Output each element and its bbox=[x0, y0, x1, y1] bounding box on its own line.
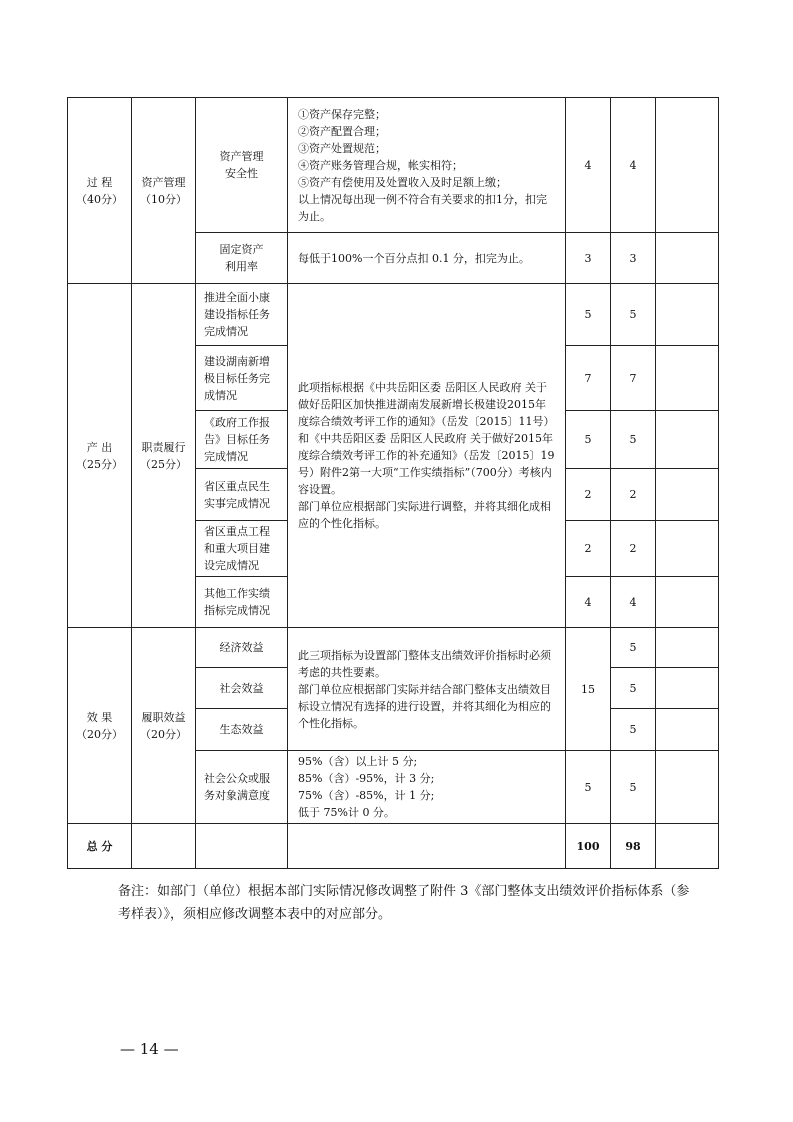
table-row bbox=[68, 98, 719, 233]
remark-cell bbox=[656, 668, 719, 709]
weight-cell: 5 bbox=[566, 284, 611, 346]
score-cell: 7 bbox=[611, 346, 656, 411]
score-cell: 5 bbox=[611, 628, 656, 668]
description-cell: 每低于100%一个百分点扣 0.1 分，扣完为止。 bbox=[288, 233, 566, 284]
indicator-cell: 社会效益 bbox=[196, 668, 288, 709]
total-label: 总 分 bbox=[68, 824, 132, 869]
indicator-cell: 经济效益 bbox=[196, 628, 288, 668]
remark-cell bbox=[656, 577, 719, 628]
score-cell: 5 bbox=[611, 709, 656, 751]
empty-cell bbox=[196, 824, 288, 869]
score-cell: 2 bbox=[611, 469, 656, 521]
remark-cell bbox=[656, 346, 719, 411]
weight-cell: 7 bbox=[566, 346, 611, 411]
description-cell: 此项指标根据《中共岳阳区委 岳阳区人民政府 关于做好岳阳区加快推进湖南发展新增长极建设2015年度综合绩效考评工作的通知》（岳发〔2015〕11号）和《中共岳阳区委 岳阳区人民政府 关于做好2015年度综合绩效考评工作的补充通知》（岳发〔2015〕19号）附件2第一大项“工作实绩指标”（700分）考核内容设置。 部门单位应根据部门实际进行调整，并将其细化成相应的个性化指标。 bbox=[288, 284, 566, 628]
evaluation-table bbox=[67, 97, 719, 869]
indicator-cell: 其他工作实绩指标完成情况 bbox=[196, 577, 288, 628]
score-cell: 4 bbox=[611, 98, 656, 233]
remark-cell bbox=[656, 628, 719, 668]
page-number: — 14 — bbox=[120, 1040, 179, 1058]
weight-cell: 4 bbox=[566, 98, 611, 233]
total-weight: 100 bbox=[566, 824, 611, 869]
weight-cell: 2 bbox=[566, 521, 611, 577]
remark-cell bbox=[656, 751, 719, 824]
total-row bbox=[68, 824, 719, 869]
indicator-cell: 生态效益 bbox=[196, 709, 288, 751]
weight-cell: 3 bbox=[566, 233, 611, 284]
description-cell: ①资产保存完整； ②资产配置合理； ③资产处置规范； ④资产账务管理合规，帐实相符； ⑤资产有偿使用及处置收入及时足额上缴； 以上情况每出现一例不符合有关要求的扣1分，扣完为止。 bbox=[288, 98, 566, 233]
indicator-cell: 省区重点工程和重大项目建设完成情况 bbox=[196, 521, 288, 577]
remark-cell bbox=[656, 233, 719, 284]
subcategory-cell: 履职效益 （20分） bbox=[132, 628, 196, 824]
indicator-cell: 省区重点民生实事完成情况 bbox=[196, 469, 288, 521]
weight-cell: 15 bbox=[566, 628, 611, 751]
footnote: 备注：如部门（单位）根据本部门实际情况修改调整了附件 3《部门整体支出绩效评价指标体系（参考样表）》，须相应修改调整本表中的对应部分。 bbox=[118, 884, 690, 922]
remark-cell bbox=[656, 469, 719, 521]
weight-cell: 5 bbox=[566, 411, 611, 469]
indicator-cell: 固定资产 利用率 bbox=[196, 233, 288, 284]
remark-cell bbox=[656, 411, 719, 469]
remark-cell bbox=[656, 98, 719, 233]
total-score: 98 bbox=[611, 824, 656, 869]
weight-cell: 4 bbox=[566, 577, 611, 628]
indicator-cell: 资产管理 安全性 bbox=[196, 98, 288, 233]
remark-cell bbox=[656, 521, 719, 577]
indicator-cell: 社会公众或服务对象满意度 bbox=[196, 751, 288, 824]
score-cell: 2 bbox=[611, 521, 656, 577]
category-cell: 过 程 （40分） bbox=[68, 98, 132, 284]
table-row bbox=[68, 284, 719, 346]
subcategory-cell: 资产管理 （10分） bbox=[132, 98, 196, 284]
score-cell: 4 bbox=[611, 577, 656, 628]
remark-cell bbox=[656, 709, 719, 751]
table-row bbox=[68, 628, 719, 668]
weight-cell: 5 bbox=[566, 751, 611, 824]
indicator-cell: 推进全面小康建设指标任务完成情况 bbox=[196, 284, 288, 346]
score-cell: 5 bbox=[611, 284, 656, 346]
score-cell: 3 bbox=[611, 233, 656, 284]
score-cell: 5 bbox=[611, 668, 656, 709]
category-cell: 产 出 （25分） bbox=[68, 284, 132, 628]
description-cell: 95%（含）以上计 5 分; 85%（含）-95%，计 3 分; 75%（含）-85%，计 1 分; 低于 75%计 0 分。 bbox=[288, 751, 566, 824]
weight-cell: 2 bbox=[566, 469, 611, 521]
remark-cell bbox=[656, 824, 719, 869]
empty-cell bbox=[288, 824, 566, 869]
remark-cell bbox=[656, 284, 719, 346]
empty-cell bbox=[132, 824, 196, 869]
description-cell: 此三项指标为设置部门整体支出绩效评价指标时必须考虑的共性要素。 部门单位应根据部门实际并结合部门整体支出绩效目标设立情况有选择的进行设置，并将其细化为相应的个性化指标。 bbox=[288, 628, 566, 751]
category-cell: 效 果 （20分） bbox=[68, 628, 132, 824]
score-cell: 5 bbox=[611, 751, 656, 824]
indicator-cell: 建设湖南新增极目标任务完成情况 bbox=[196, 346, 288, 411]
score-cell: 5 bbox=[611, 411, 656, 469]
indicator-cell: 《政府工作报告》目标任务完成情况 bbox=[196, 411, 288, 469]
subcategory-cell: 职责履行 （25分） bbox=[132, 284, 196, 628]
